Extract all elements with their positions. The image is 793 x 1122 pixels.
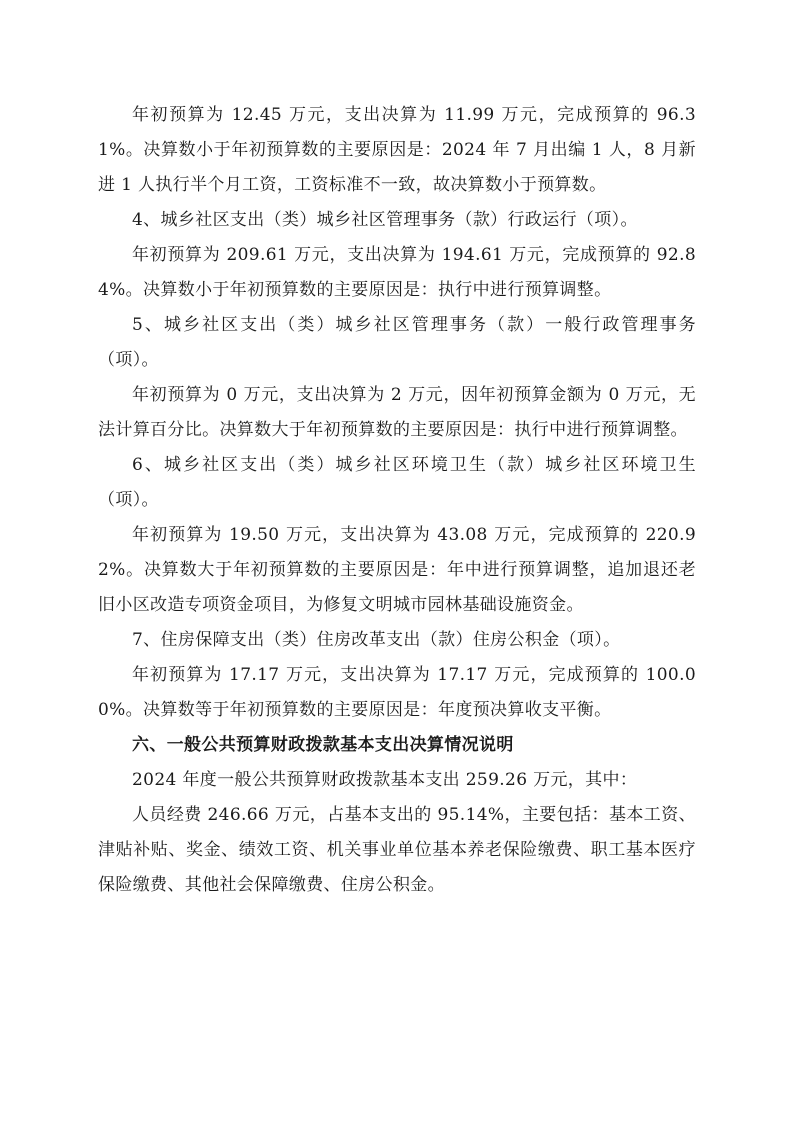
paragraph-item5-detail: 年初预算为 0 万元，支出决算为 2 万元，因年初预算金额为 0 万元，无法计算百分比。决算数大于年初预算数的主要原因是：执行中进行预算调整。 bbox=[98, 385, 696, 440]
paragraph-item4-title: 4、城乡社区支出（类）城乡社区管理事务（款）行政运行（项）。 bbox=[132, 210, 638, 230]
paragraph-personnel-expenses: 人员经费 246.66 万元，占基本支出的 95.14%，主要包括：基本工资、津贴补贴、奖金、绩效工资、机关事业单位基本养老保险缴费、职工基本医疗保险缴费、其他社会保障缴费、住房公积金。 bbox=[98, 805, 696, 895]
paragraph-item6-title: 6、城乡社区支出（类）城乡社区环境卫生（款）城乡社区环境卫生（项）。 bbox=[98, 455, 696, 510]
document-body bbox=[98, 98, 696, 903]
paragraph-item3-detail: 年初预算为 12.45 万元，支出决算为 11.99 万元，完成预算的 96.31%。决算数小于年初预算数的主要原因是：2024 年 7 月出编 1 人，8 月新进 1 人执行半个月工资，工资标准不一致，故决算数小于预算数。 bbox=[98, 105, 696, 195]
paragraph-item6-detail: 年初预算为 19.50 万元，支出决算为 43.08 万元，完成预算的 220.92%。决算数大于年初预算数的主要原因是：年中进行预算调整，追加退还老旧小区改造专项资金项目，为修复文明城市园林基础设施资金。 bbox=[98, 525, 696, 615]
paragraph-item7-detail: 年初预算为 17.17 万元，支出决算为 17.17 万元，完成预算的 100.00%。决算数等于年初预算数的主要原因是：年度预决算收支平衡。 bbox=[98, 665, 696, 720]
paragraph-basic-expenditure-total: 2024 年度一般公共预算财政拨款基本支出 259.26 万元，其中： bbox=[132, 770, 638, 790]
paragraph-item7-title: 7、住房保障支出（类）住房改革支出（款）住房公积金（项）。 bbox=[132, 630, 621, 650]
section-heading: 六、一般公共预算财政拨款基本支出决算情况说明 bbox=[132, 735, 514, 755]
paragraph-item5-title: 5、城乡社区支出（类）城乡社区管理事务（款）一般行政管理事务（项）。 bbox=[98, 315, 696, 370]
paragraph-item4-detail: 年初预算为 209.61 万元，支出决算为 194.61 万元，完成预算的 92.84%。决算数小于年初预算数的主要原因是：执行中进行预算调整。 bbox=[98, 245, 696, 300]
